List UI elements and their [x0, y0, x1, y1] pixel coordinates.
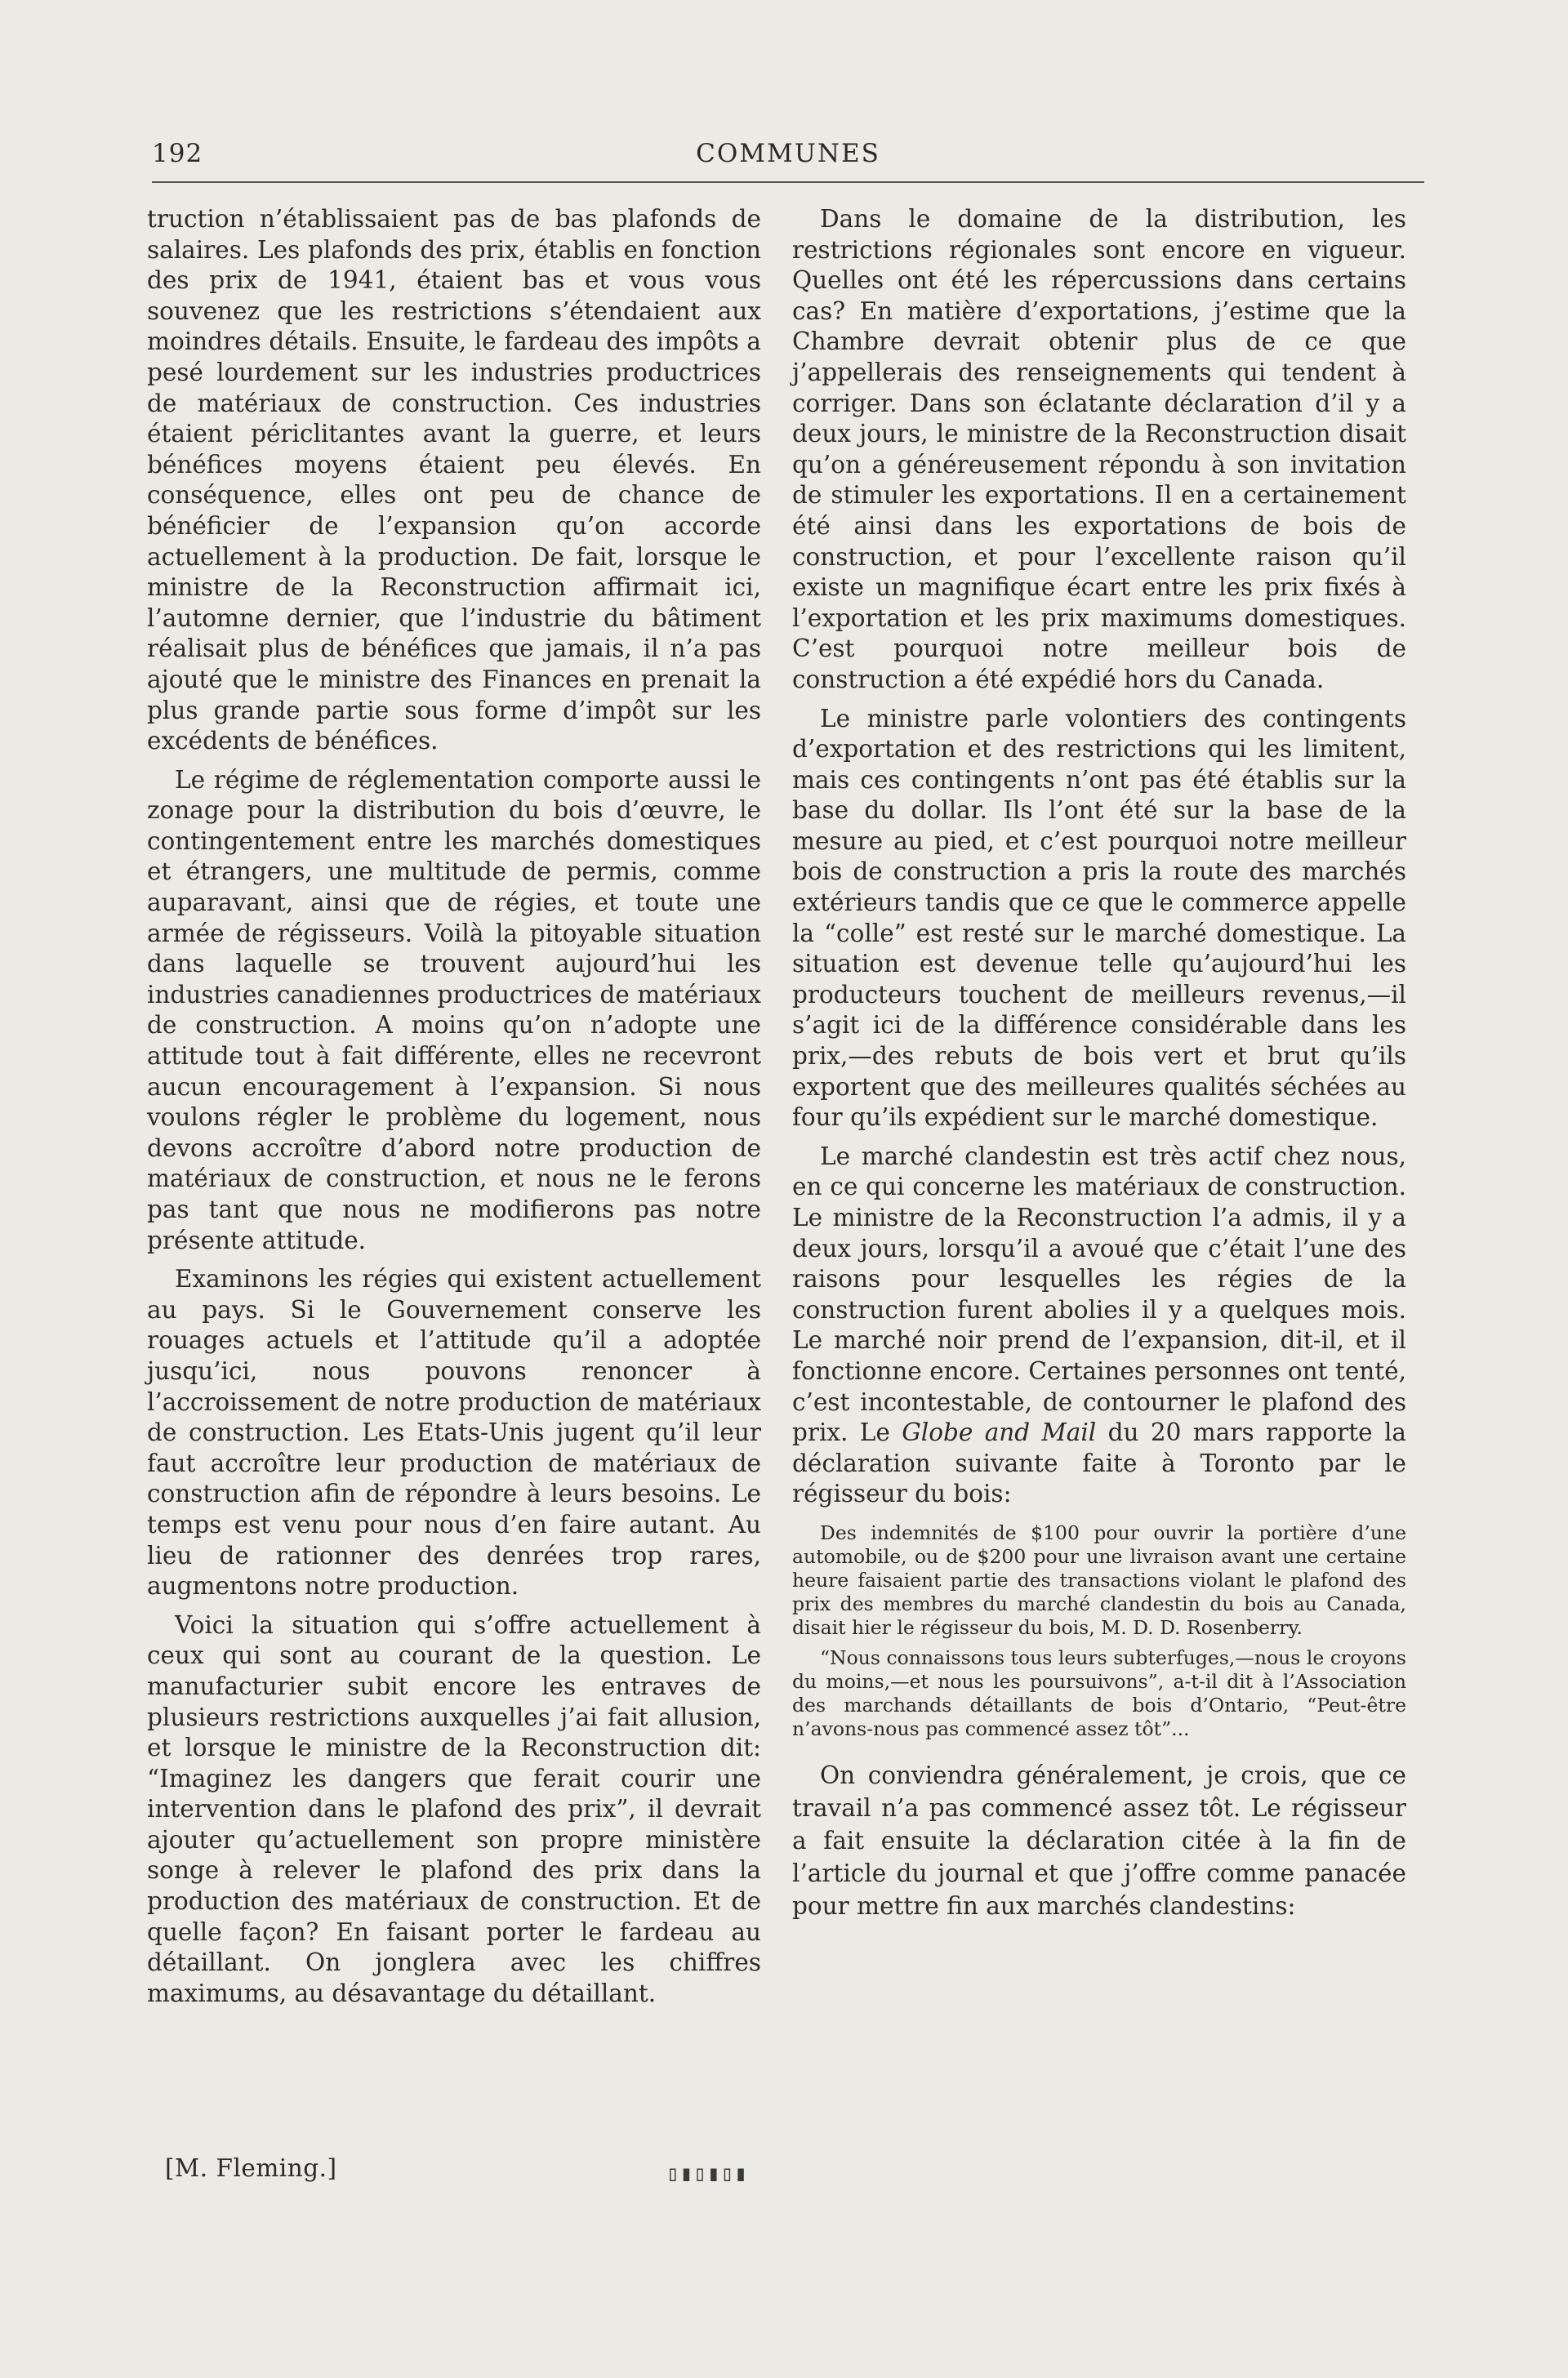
- page-header: [152, 136, 1424, 183]
- printer-stamp: ▯▮▯▮▯▮: [666, 2162, 748, 2186]
- paragraph: Le régime de réglementation comporte aussi le zonage pour la distribution du bois d’œuvre, le contingentement entre les marchés domestiques et étrangers, une multitude de permis, comme auparavant, ainsi que de régies, et toute une armée de régisseurs. Voilà la pitoyable situation dans laquelle se trouvent aujourd’hui les industries canadiennes productrices de matériaux de construction. A moins qu’on n’adopte une attitude tout à fait différente, elles ne recevront aucun encouragement à l’expansion. Si nous voulons régler le problème du logement, nous devons accroître d’abord notre production de matériaux de construction, et nous ne le ferons pas tant que nous ne modifierons pas notre présente attitude.: [147, 765, 761, 1254]
- page-number: 192: [152, 139, 203, 168]
- quote-paragraph: Des indemnités de $100 pour ouvrir la portière d’une automobile, ou de $200 pour une livraison avant une certaine heure faisaient partie des transactions violant le plafond des prix des membres du marché clandestin du bois au Canada, disait hier le régisseur du bois, M. D. D. Rosenberry.: [792, 1521, 1406, 1639]
- left-column: [147, 204, 761, 2009]
- paragraph: Voici la situation qui s’offre actuellement à ceux qui sont au courant de la question. Le manufacturier subit encore les entraves de plusieurs restrictions auxquelles j’ai fait allusion, et lorsque le ministre de la Reconstruction dit: “Imaginez les dangers que ferait courir une intervention dans le plafond des prix”, il devrait ajouter qu’actuellement son propre ministère songe à relever le plafond des prix dans la production des matériaux de construction. Et de quelle façon? En faisant porter le fardeau au détaillant. On jonglera avec les chiffres maximums, au désavantage du détaillant.: [147, 1610, 761, 2007]
- paragraph-clandestin: [792, 1142, 1406, 1510]
- paragraph: truction n’établissaient pas de bas plafonds de salaires. Les plafonds des prix, établis en fonction des prix de 1941, étaient bas et vous vous souvenez que les restrictions s’étendaient aux moindres détails. Ensuite, le fardeau des impôts a pesé lourdement sur les industries productrices de matériaux de construction. Ces industries étaient périclitantes avant la guerre, et leurs bénéfices moyens étaient peu élevés. En conséquence, elles ont peu de chance de bénéficier de l’expansion qu’on accorde actuellement à la production. De fait, lorsque le ministre de la Reconstruction affirmait ici, l’automne dernier, que l’industrie du bâtiment réalisait plus de bénéfices que jamais, il n’a pas ajouté que le ministre des Finances en prenait la plus grande partie sous forme d’impôt sur les excédents de bénéfices.: [147, 205, 761, 755]
- paragraph-text: Le marché clandestin est très actif chez nous, en ce qui concerne les matériaux de construction. Le ministre de la Reconstruction l’a admis, il y a deux jours, lorsqu’il a avoué que c’était l’une des raisons pour lesquelles les régies de la construction furent abolies il y a quelques mois. Le marché noir prend de l’expansion, dit-il, et il fonctionne encore. Certaines personnes ont tenté, c’est incontestable, de contourner le plafond des prix. Le: [792, 1142, 1406, 1447]
- paragraph: On conviendra généralement, je crois, que ce travail n’a pas commencé assez tôt. Le régisseur a fait ensuite la déclaration citée à la fin de l’article du journal et que j’offre comme panacée pour mettre fin aux marchés clandestins:: [792, 1761, 1406, 1920]
- quote-paragraph: “Nous connaissons tous leurs subterfuges,—nous le croyons du moins,—et nous les poursuivons”, a-t-il dit à l’Association des marchands détaillants de bois d’Ontario, “Peut-être n’avons-nous pas commencé assez tôt”...: [792, 1645, 1406, 1740]
- header-rule: [152, 181, 1424, 183]
- paragraph-text: du 20 mars rapporte la déclaration suivante faite à Toronto par le régisseur du bois:: [792, 1418, 1406, 1508]
- paragraph: Examinons les régies qui existent actuellement au pays. Si le Gouvernement conserve les rouages actuels et l’attitude qu’il a adoptée jusqu’ici, nous pouvons renoncer à l’accroissement de notre production de matériaux de construction. Les Etats-Unis jugent qu’il leur faut accroître leur production de matériaux de construction afin de répondre à leurs besoins. Le temps est venu pour nous d’en faire autant. Au lieu de rationner des denrées trop rares, augmentons notre production.: [147, 1265, 761, 1601]
- right-column: [792, 204, 1406, 1922]
- block-quote: [792, 1521, 1406, 1741]
- newspaper-title: Globe and Mail: [902, 1418, 1097, 1447]
- paragraph: Dans le domaine de la distribution, les restrictions régionales sont encore en vigueur. Quelles ont été les répercussions dans certains cas? En matière d’exportations, j’estime que la Chambre devrait obtenir plus de ce que j’appellerais des renseignements qui tendent à corriger. Dans son éclatante déclaration d’il y a deux jours, le ministre de la Reconstruction disait qu’on a généreusement répondu à son invitation de stimuler les exportations. Il en a certainement été ainsi dans les exportations de bois de construction, et pour l’excellente raison qu’il existe un magnifique écart entre les prix fixés à l’exportation et les prix maximums domestiques. C’est pourquoi notre meilleur bois de construction a été expédié hors du Canada.: [792, 205, 1406, 693]
- running-head: COMMUNES: [696, 139, 880, 168]
- paragraph: Le ministre parle volontiers des contingents d’exportation et des restrictions qui les limitent, mais ces contingents n’ont pas été établis sur la base du dollar. Ils l’ont été sur la base de la mesure au pied, et c’est pourquoi notre meilleur bois de construction a pris la route des marchés extérieurs tandis que ce que le commerce appelle la “colle” est resté sur le marché domestique. La situation est devenue telle qu’aujourd’hui les producteurs touchent de meilleurs revenus,—il s’agit ici de la différence considérable dans les prix,—des rebuts de bois vert et brut qu’ils exportent que des meilleures qualités séchées au four qu’ils expédient sur le marché domestique.: [792, 704, 1406, 1132]
- speaker-attribution: [M. Fleming.]: [165, 2154, 337, 2182]
